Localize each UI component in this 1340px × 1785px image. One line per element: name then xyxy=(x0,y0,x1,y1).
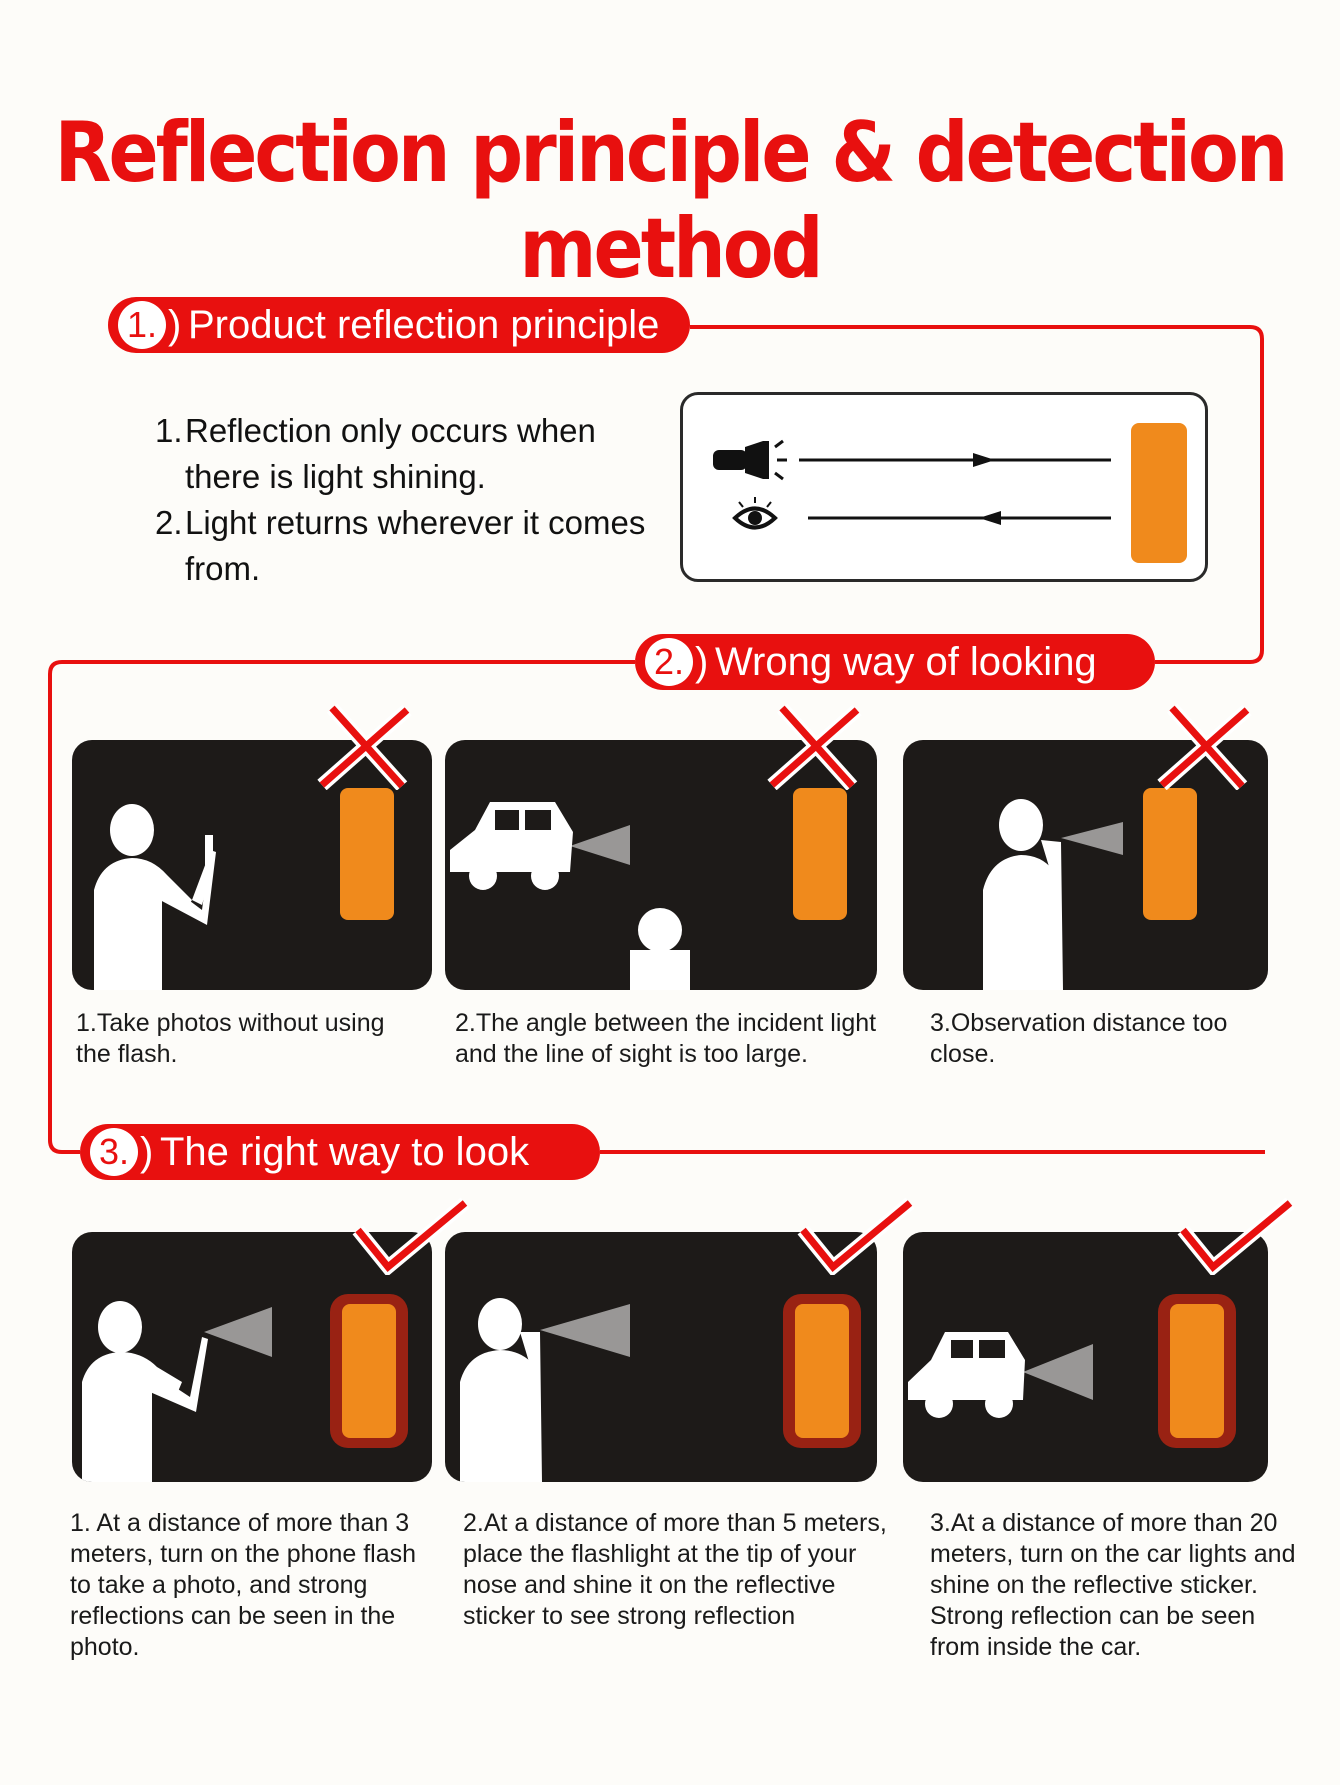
wrong-caption-1: 1.Take photos without using the flash. xyxy=(76,1009,385,1068)
headlight-beam xyxy=(570,825,630,865)
reflective-sticker-icon xyxy=(330,1294,408,1448)
person-silhouette-icon xyxy=(94,804,216,990)
section-1-header xyxy=(108,297,690,353)
check-mark-icon xyxy=(1175,1195,1295,1275)
car-icon xyxy=(908,1332,1025,1418)
reflective-sticker-icon xyxy=(1131,423,1187,563)
person-silhouette-icon xyxy=(630,908,690,990)
car-icon xyxy=(450,802,573,890)
right-caption-1: 1. At a distance of more than 3 meters, turn on the phone flash to take a photo, and strong reflections can be seen in the photo. xyxy=(70,1509,417,1661)
section-3-paren: ) xyxy=(140,1130,154,1174)
principle-item: 2. Light returns wherever it comes from. xyxy=(155,504,646,587)
page-title: Reflection principle & detection method xyxy=(54,104,1286,298)
reflective-sticker-icon xyxy=(783,1294,861,1448)
cross-mark-icon xyxy=(312,700,412,790)
return-arrow xyxy=(808,511,1111,525)
phone-icon xyxy=(205,835,213,865)
section-2-paren: ) xyxy=(695,640,709,684)
flash-beam xyxy=(204,1307,272,1357)
check-mark-icon xyxy=(350,1195,470,1275)
flashlight-beam xyxy=(540,1304,630,1357)
reflective-sticker-icon xyxy=(793,788,847,920)
reflective-sticker-icon xyxy=(1158,1294,1236,1448)
person-silhouette-icon xyxy=(460,1298,542,1482)
check-mark-icon xyxy=(795,1195,915,1275)
section-3-label: The right way to look xyxy=(160,1130,530,1174)
headlight-beam xyxy=(1023,1344,1093,1400)
right-caption-3: 3.At a distance of more than 20 meters, turn on the car lights and shine on the reflective sticker. Strong reflection can be seen from inside the car. xyxy=(930,1509,1296,1661)
flashlight-beam xyxy=(1061,822,1123,855)
section-3-number: 3. xyxy=(90,1128,138,1176)
reflection-diagram xyxy=(680,392,1208,582)
principle-list xyxy=(155,408,655,592)
cross-mark-icon xyxy=(1152,700,1252,790)
reflective-sticker-icon xyxy=(340,788,394,920)
wrong-caption-2: 2.The angle between the incident light and the line of sight is too large. xyxy=(455,1009,877,1068)
wrong-caption-3: 3.Observation distance too close. xyxy=(930,1009,1228,1068)
person-silhouette-icon xyxy=(983,799,1063,990)
eye-icon xyxy=(735,497,775,528)
section-1-label: Product reflection principle xyxy=(188,303,660,347)
flashlight-icon xyxy=(713,441,787,479)
section-1-paren: ) xyxy=(168,303,182,347)
right-caption-2: 2.At a distance of more than 5 meters, place the flashlight at the tip of your nose and shine it on the reflective sticker to see strong reflection xyxy=(463,1509,887,1630)
person-silhouette-icon xyxy=(82,1301,208,1482)
principle-item: 1. Reflection only occurs when there is light shining. xyxy=(155,412,596,495)
cross-mark-icon xyxy=(762,700,862,790)
reflective-sticker-icon xyxy=(1143,788,1197,920)
section-2-number: 2. xyxy=(645,638,693,686)
section-2-header xyxy=(635,634,1155,690)
incident-arrow xyxy=(799,453,1111,467)
section-3-header xyxy=(80,1124,600,1180)
section-2-label: Wrong way of looking xyxy=(715,640,1097,684)
section-1-number: 1. xyxy=(118,301,166,349)
